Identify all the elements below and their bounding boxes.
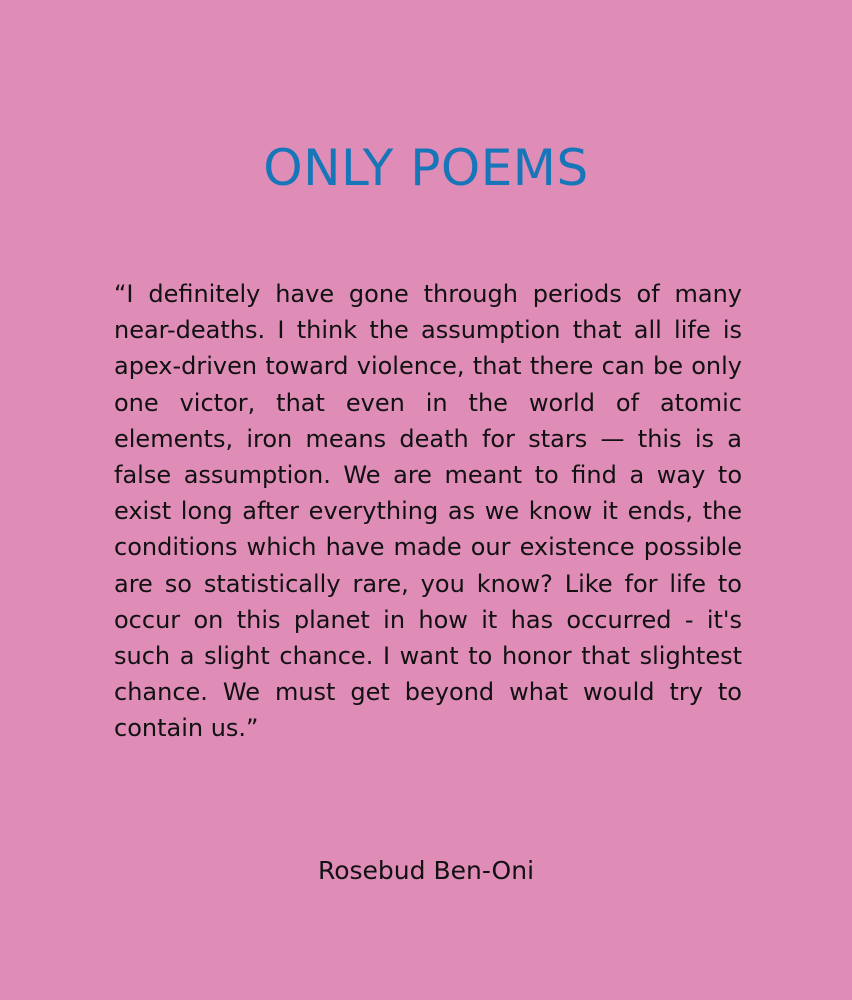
page-title: ONLY POEMS — [263, 139, 589, 197]
quote-text: “I definitely have gone through periods of many near-deaths. I think the assumption that all life is apex-driven toward violence, that there can be only one victor, that even in the world of atomic elements, iron means death for stars — this is a false assumption. We are meant to find a way to exist long after everything as we know it ends, the conditions which have made our existence possible are so statistically rare, you know? Like for life to occur on this planet in how it has occurred - it's such a slight chance. I want to honor that slightest chance. We must get beyond what would try to contain us.” — [114, 280, 742, 743]
author-name: Rosebud Ben-Oni — [317, 856, 535, 885]
